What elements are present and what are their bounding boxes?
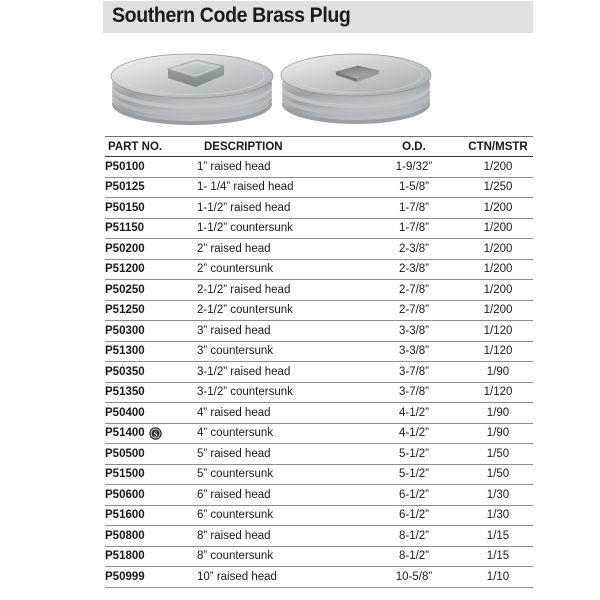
cell-ctn-mstr: 1/30 [463, 485, 533, 506]
cell-description: 2” raised head [197, 239, 365, 260]
company-seal-icon [149, 427, 162, 440]
table-row [105, 218, 533, 239]
cell-description: 3-1/2” raised head [197, 362, 365, 383]
table-row [105, 444, 533, 465]
part-no-text: P50200 [105, 242, 145, 255]
table-body [105, 157, 533, 588]
cell-ctn-mstr: 1/120 [463, 382, 533, 403]
cell-description: 4” raised head [197, 403, 365, 424]
cell-od: 8-1/2” [365, 546, 463, 567]
cell-part-no [105, 321, 197, 342]
cell-description: 2-1/2” countersunk [197, 300, 365, 321]
cell-description: 5” countersunk [197, 464, 365, 485]
column-header-od: O.D. [365, 137, 463, 157]
cell-od: 10-5/8” [365, 567, 463, 588]
column-header-description: DESCRIPTION [197, 137, 365, 157]
cell-ctn-mstr: 1/200 [463, 198, 533, 219]
cell-od: 8-1/2” [365, 526, 463, 547]
part-no-text: P50300 [105, 324, 145, 337]
part-no-text: P50125 [105, 181, 145, 194]
part-no-text: P50500 [105, 447, 145, 460]
cell-part-no [105, 341, 197, 362]
part-no-text: P50100 [105, 160, 145, 173]
cell-ctn-mstr: 1/90 [463, 423, 533, 444]
cell-description: 8” countersunk [197, 546, 365, 567]
cell-od: 1-9/32” [365, 157, 463, 178]
cell-description: 3” raised head [197, 321, 365, 342]
part-no-text: P51500 [105, 468, 145, 481]
cell-ctn-mstr: 1/250 [463, 177, 533, 198]
part-no-text: P50350 [105, 365, 145, 378]
cell-description: 3-1/2” countersunk [197, 382, 365, 403]
cell-part-no [105, 546, 197, 567]
cell-ctn-mstr: 1/200 [463, 157, 533, 178]
cell-ctn-mstr: 1/120 [463, 341, 533, 362]
part-no-text: P50250 [105, 283, 145, 296]
cell-od: 1-5/8” [365, 177, 463, 198]
cell-part-no [105, 362, 197, 383]
cell-description: 2-1/2” raised head [197, 280, 365, 301]
part-no-text: P51300 [105, 345, 145, 358]
part-no-text: P50150 [105, 201, 145, 214]
cell-ctn-mstr: 1/10 [463, 567, 533, 588]
raised-head-plug-image [106, 42, 278, 130]
table-row [105, 485, 533, 506]
cell-part-no [105, 464, 197, 485]
cell-od: 6-1/2” [365, 485, 463, 506]
cell-od: 5-1/2” [365, 444, 463, 465]
table-row [105, 382, 533, 403]
countersunk-plug-image [278, 42, 438, 130]
cell-od: 1-7/8” [365, 198, 463, 219]
specification-table [105, 136, 533, 588]
cell-part-no [105, 239, 197, 260]
cell-description: 6” raised head [197, 485, 365, 506]
cell-part-no [105, 259, 197, 280]
cell-part-no [105, 382, 197, 403]
cell-ctn-mstr: 1/200 [463, 259, 533, 280]
cell-description: 10” raised head [197, 567, 365, 588]
part-no-text: P50600 [105, 488, 145, 501]
cell-ctn-mstr: 1/200 [463, 300, 533, 321]
table-row [105, 546, 533, 567]
cell-description: 8” raised head [197, 526, 365, 547]
cell-ctn-mstr: 1/30 [463, 505, 533, 526]
cell-od: 3-7/8” [365, 382, 463, 403]
cell-od: 4-1/2” [365, 423, 463, 444]
cell-od: 6-1/2” [365, 505, 463, 526]
cell-od: 2-7/8” [365, 300, 463, 321]
cell-od: 2-3/8” [365, 259, 463, 280]
cell-od: 3-3/8” [365, 341, 463, 362]
cell-part-no [105, 423, 197, 444]
specification-table-wrapper [105, 136, 533, 588]
cell-description: 3” countersunk [197, 341, 365, 362]
cell-od: 5-1/2” [365, 464, 463, 485]
cell-part-no [105, 567, 197, 588]
cell-ctn-mstr: 1/50 [463, 464, 533, 485]
cell-part-no [105, 198, 197, 219]
cell-od: 2-3/8” [365, 239, 463, 260]
table-row [105, 505, 533, 526]
cell-ctn-mstr: 1/15 [463, 546, 533, 567]
cell-description: 1- 1/4” raised head [197, 177, 365, 198]
cell-part-no [105, 218, 197, 239]
table-row [105, 423, 533, 444]
part-no-text: P51600 [105, 509, 145, 522]
table-row [105, 362, 533, 383]
table-row [105, 198, 533, 219]
cell-part-no [105, 300, 197, 321]
table-row [105, 259, 533, 280]
cell-description: 1-1/2” raised head [197, 198, 365, 219]
part-no-text: P50999 [105, 570, 145, 583]
cell-ctn-mstr: 1/50 [463, 444, 533, 465]
cell-description: 4” countersunk [197, 423, 365, 444]
cell-part-no [105, 157, 197, 178]
part-no-text: P51350 [105, 386, 145, 399]
cell-description: 5” raised head [197, 444, 365, 465]
table-row [105, 403, 533, 424]
cell-od: 3-7/8” [365, 362, 463, 383]
table-row [105, 177, 533, 198]
part-no-text: P51800 [105, 550, 145, 563]
cell-od: 3-3/8” [365, 321, 463, 342]
cell-part-no [105, 403, 197, 424]
cell-od: 2-7/8” [365, 280, 463, 301]
table-row [105, 321, 533, 342]
cell-description: 2” countersunk [197, 259, 365, 280]
svg-text:S: S [153, 429, 158, 439]
cell-ctn-mstr: 1/200 [463, 280, 533, 301]
cell-ctn-mstr: 1/120 [463, 321, 533, 342]
cell-ctn-mstr: 1/200 [463, 239, 533, 260]
cell-description: 1” raised head [197, 157, 365, 178]
column-header-part-no: PART NO. [105, 137, 197, 157]
cell-ctn-mstr: 1/90 [463, 403, 533, 424]
table-row [105, 341, 533, 362]
table-row [105, 526, 533, 547]
cell-part-no [105, 485, 197, 506]
part-no-text: P51200 [105, 263, 145, 276]
cell-part-no [105, 505, 197, 526]
cell-description: 1-1/2” countersunk [197, 218, 365, 239]
cell-od: 4-1/2” [365, 403, 463, 424]
cell-ctn-mstr: 1/200 [463, 218, 533, 239]
part-no-text: P51150 [105, 222, 145, 235]
table-row [105, 464, 533, 485]
cell-description: 6” countersunk [197, 505, 365, 526]
part-no-text: P51400 [105, 427, 145, 440]
cell-od: 1-7/8” [365, 218, 463, 239]
cell-part-no [105, 280, 197, 301]
table-header-row [105, 137, 533, 157]
product-image-group [103, 42, 533, 132]
cell-ctn-mstr: 1/15 [463, 526, 533, 547]
table-row [105, 157, 533, 178]
cell-part-no [105, 526, 197, 547]
column-header-ctn-mstr: CTN/MSTR [463, 137, 533, 157]
page-title: Southern Code Brass Plug [112, 4, 351, 27]
table-row [105, 280, 533, 301]
cell-part-no [105, 444, 197, 465]
part-no-text: P51250 [105, 304, 145, 317]
part-no-text: P50800 [105, 529, 145, 542]
part-no-text: P50400 [105, 406, 145, 419]
table-row [105, 567, 533, 588]
table-row [105, 300, 533, 321]
cell-part-no [105, 177, 197, 198]
cell-ctn-mstr: 1/90 [463, 362, 533, 383]
table-row [105, 239, 533, 260]
